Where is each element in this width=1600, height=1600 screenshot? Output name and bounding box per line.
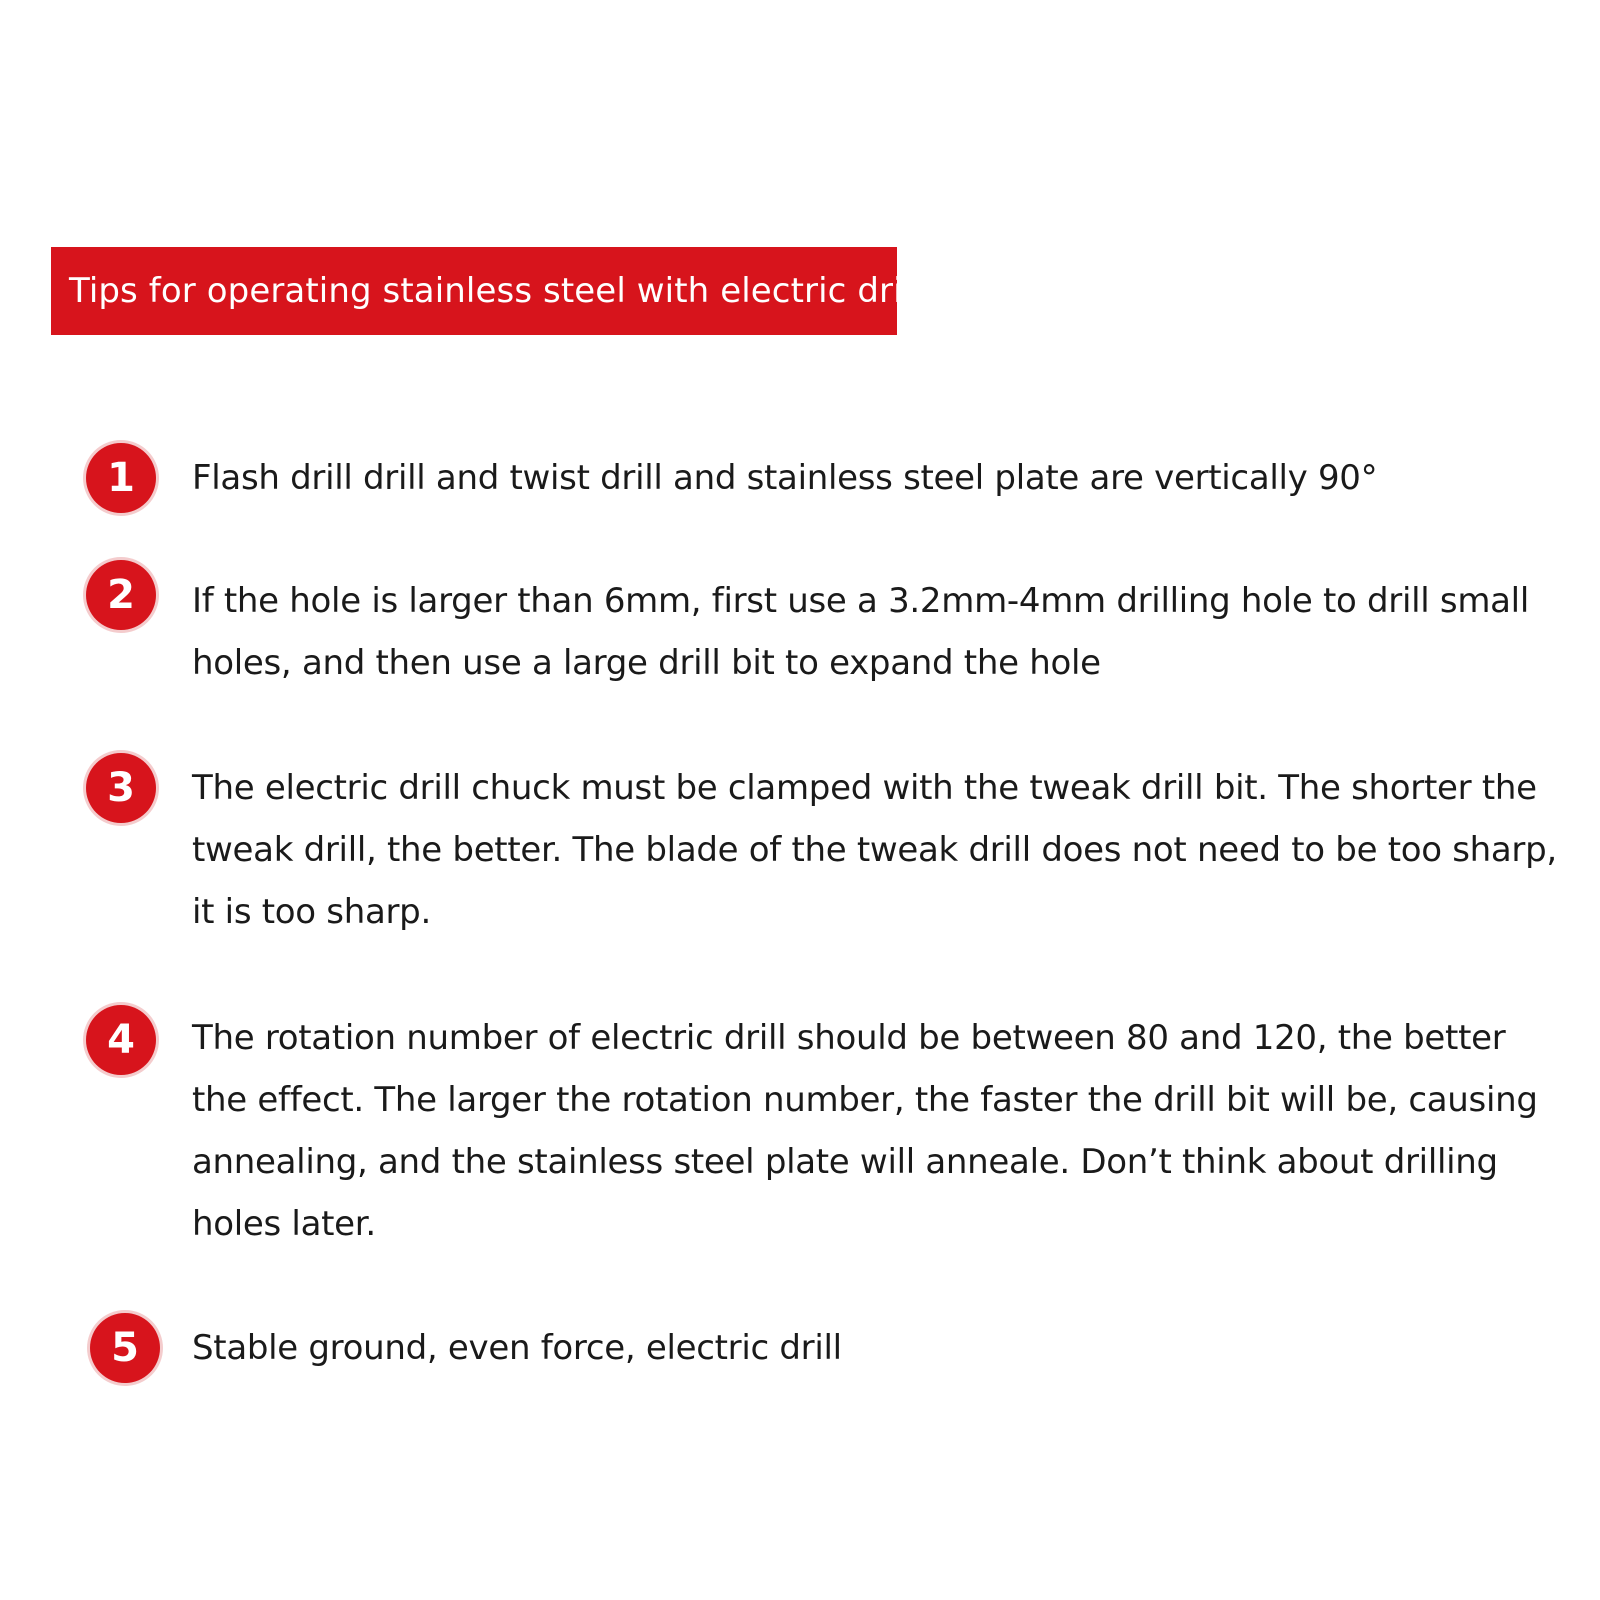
number-badge xyxy=(86,1005,156,1075)
badge-number: 3 xyxy=(107,765,135,811)
tip-text: Stable ground, even force, electric drill xyxy=(192,1328,842,1368)
badge-number: 2 xyxy=(107,572,135,618)
badge-number: 4 xyxy=(107,1017,135,1063)
number-badge xyxy=(90,1313,160,1383)
badge-number: 1 xyxy=(107,455,135,501)
tip-text: The electric drill chuck must be clamped with the tweak drill bit. The shorter the tweak drill, the better. The blade of the tweak drill does not need to be too sharp, it is too sharp. xyxy=(192,768,1557,932)
number-badge xyxy=(86,753,156,823)
page-title: Tips for operating stainless steel with electric drill xyxy=(69,271,922,311)
badge-number: 5 xyxy=(111,1325,139,1371)
tip-text: Flash drill drill and twist drill and stainless steel plate are vertically 90° xyxy=(192,458,1378,498)
tip-text: If the hole is larger than 6mm, first use a 3.2mm-4mm drilling hole to drill small holes, and then use a large drill bit to expand the hole xyxy=(192,581,1529,683)
number-badge xyxy=(86,560,156,630)
title-banner xyxy=(51,247,922,335)
tip-text: The rotation number of electric drill should be between 80 and 120, the better the effect. The larger the rotation number, the faster the drill bit will be, causing annealing, and the stainless steel plate will anneale. Don’t think about drilling holes later. xyxy=(192,1018,1538,1244)
number-badge xyxy=(86,443,156,513)
